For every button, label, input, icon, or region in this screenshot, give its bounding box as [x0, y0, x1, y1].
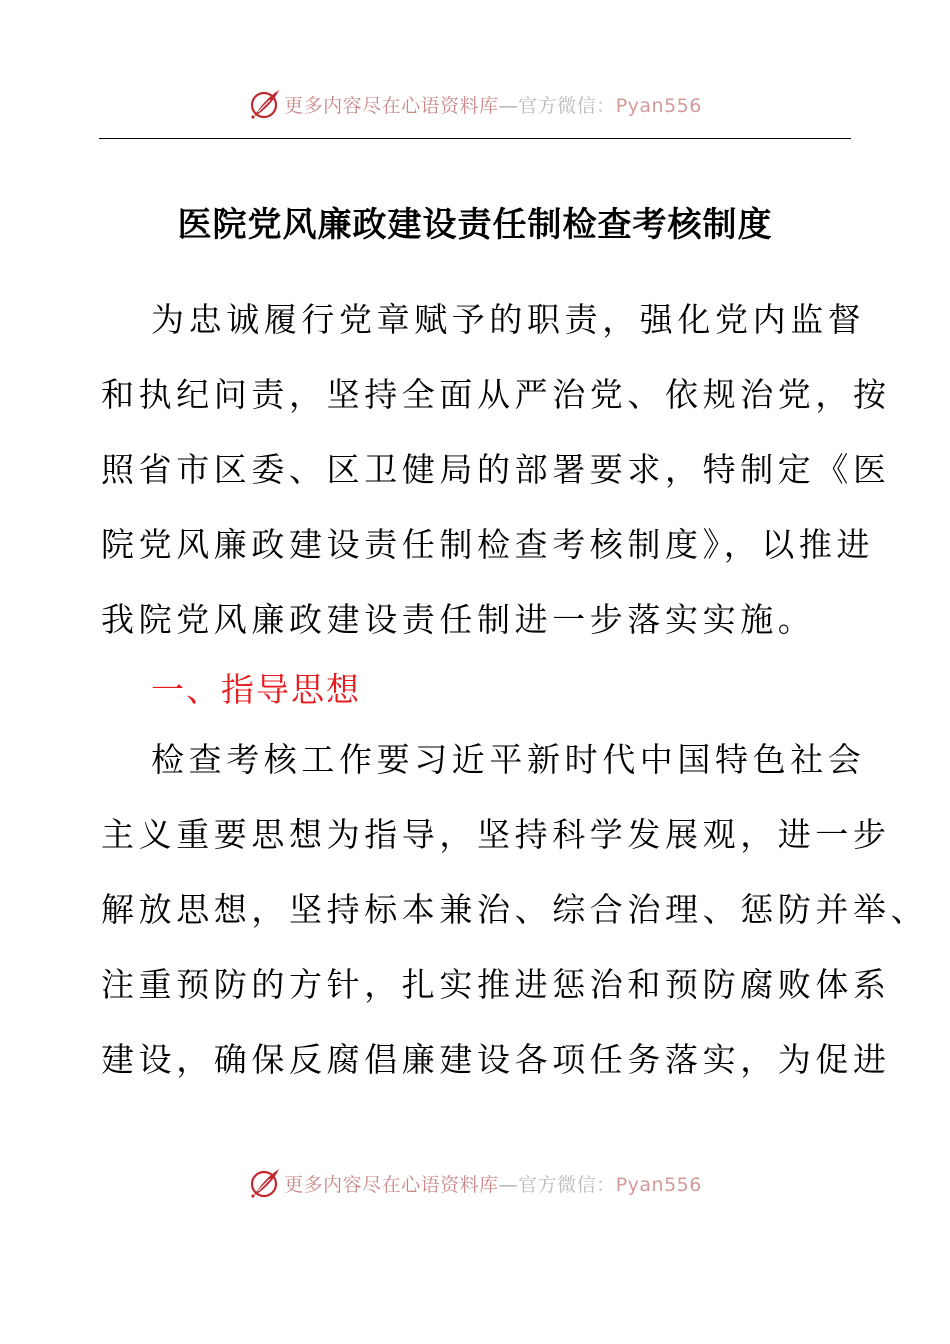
banner-wechat-id: Pyan556	[615, 1173, 702, 1196]
footer-banner	[0, 1163, 950, 1203]
quill-pen-logo-icon	[248, 1166, 282, 1200]
quill-pen-logo-icon	[248, 87, 282, 121]
paragraph-line: 建设，确保反腐倡廉建设各项任务落实，为促进	[101, 1040, 891, 1079]
banner-text	[284, 91, 702, 118]
banner-text	[284, 1170, 702, 1197]
banner-slogan: 更多内容尽在心语资料库	[284, 94, 499, 117]
paragraph-line: 我院党风廉政建设责任制进一步落实实施。	[101, 600, 816, 639]
banner-separator: —	[498, 94, 519, 117]
document-title: 医院党风廉政建设责任制检查考核制度	[177, 205, 773, 245]
banner-wechat-label: 官方微信：	[518, 94, 616, 117]
paragraph-line: 解放思想，坚持标本兼治、综合治理、惩防并举、	[101, 890, 929, 929]
paragraph-line: 主义重要思想为指导，坚持科学发展观，进一步	[101, 815, 891, 854]
paragraph-line: 为忠诚履行党章赋予的职责，强化党内监督	[151, 300, 866, 339]
paragraph-line: 照省市区委、区卫健局的部署要求，特制定《医	[101, 450, 891, 489]
paragraph-line: 注重预防的方针，扎实推进惩治和预防腐败体系	[101, 965, 891, 1004]
banner-slogan: 更多内容尽在心语资料库	[284, 1173, 499, 1196]
header-divider	[99, 138, 851, 139]
paragraph-line: 和执纪问责，坚持全面从严治党、依规治党，按	[101, 375, 891, 414]
header-banner	[0, 84, 950, 124]
banner-wechat-id: Pyan556	[615, 94, 702, 117]
banner-separator: —	[498, 1173, 519, 1196]
banner-wechat-label: 官方微信：	[518, 1173, 616, 1196]
section-heading: 一、指导思想	[151, 670, 361, 709]
paragraph-line: 院党风廉政建设责任制检查考核制度》，以推进	[101, 525, 875, 564]
paragraph-line: 检查考核工作要习近平新时代中国特色社会	[151, 740, 866, 779]
